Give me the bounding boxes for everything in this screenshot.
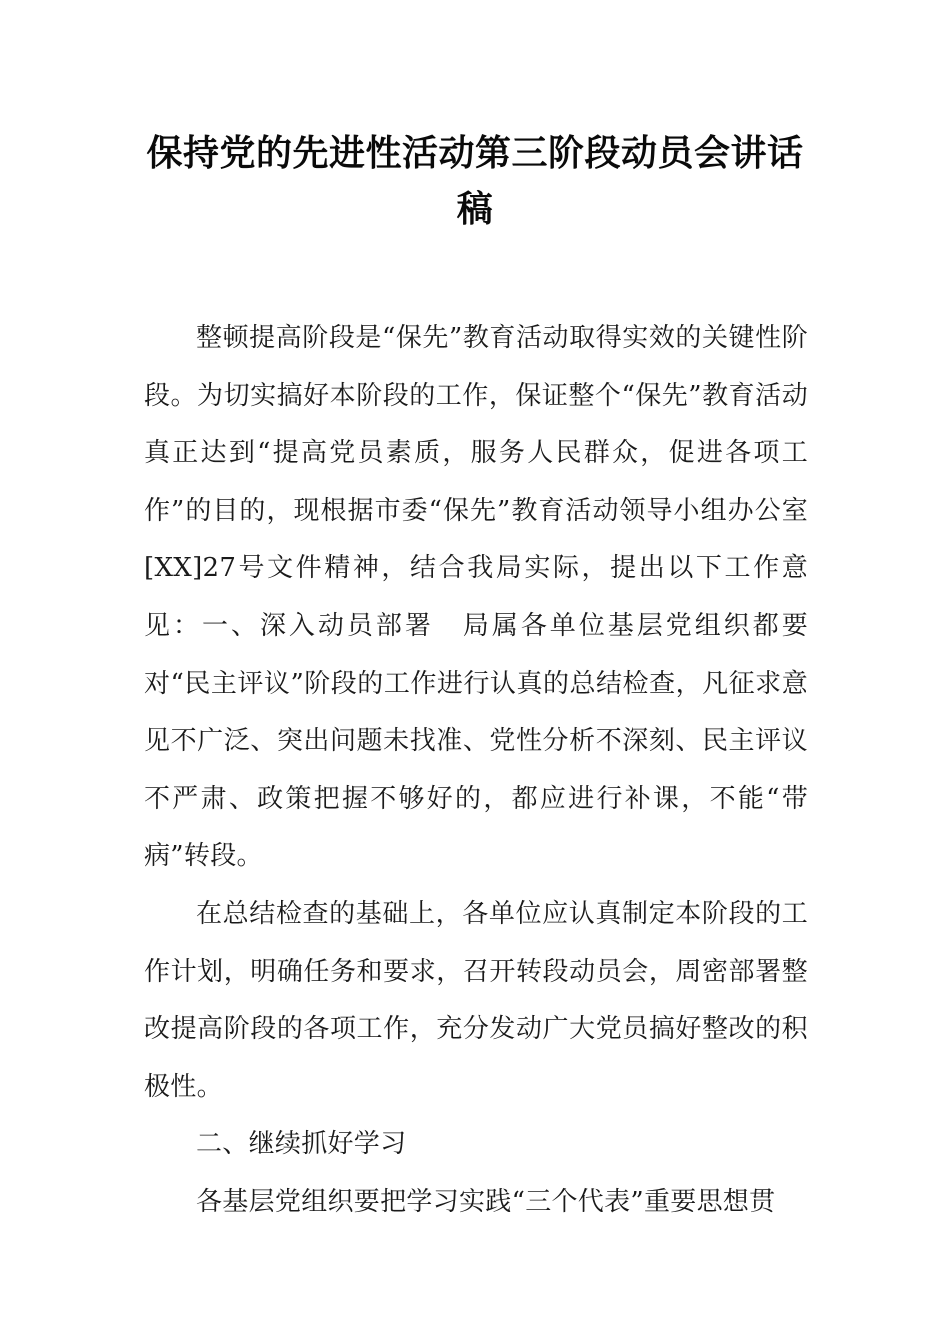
document-title: 保持党的先进性活动第三阶段动员会讲话稿 bbox=[146, 133, 804, 230]
paragraph-study: 各基层党组织要把学习实践“三个代表”重要思想贯 bbox=[196, 1186, 776, 1217]
paragraph-intro: 整顿提高阶段是“保先”教育活动取得实效的关键性阶段。为切实搞好本阶段的工作，保证整个“保先”教育活动真正达到“提高党员素质，服务人民群众，促进各项工作”的目的，现根据市委“保先”教育活动领导小组办公室[XX]27号文件精神，结合我局实际，提出以下工作意见：一、深入动员部署 局属各单位基层党组织都要对“民主评议”阶段的工作进行认真的总结检查，凡征求意见不广泛、突出问题未找准、党性分析不深刻、民主评议不严肃、政策把握不够好的，都应进行补课，不能“带病”转段。 bbox=[144, 323, 808, 872]
paragraph-planning: 在总结检查的基础上，各单位应认真制定本阶段的工作计划，明确任务和要求，召开转段动员会，周密部署整改提高阶段的各项工作，充分发动广大党员搞好整改的积极性。 bbox=[144, 898, 808, 1102]
section-heading-study: 二、继续抓好学习 bbox=[196, 1129, 407, 1160]
document-body bbox=[144, 310, 808, 1232]
